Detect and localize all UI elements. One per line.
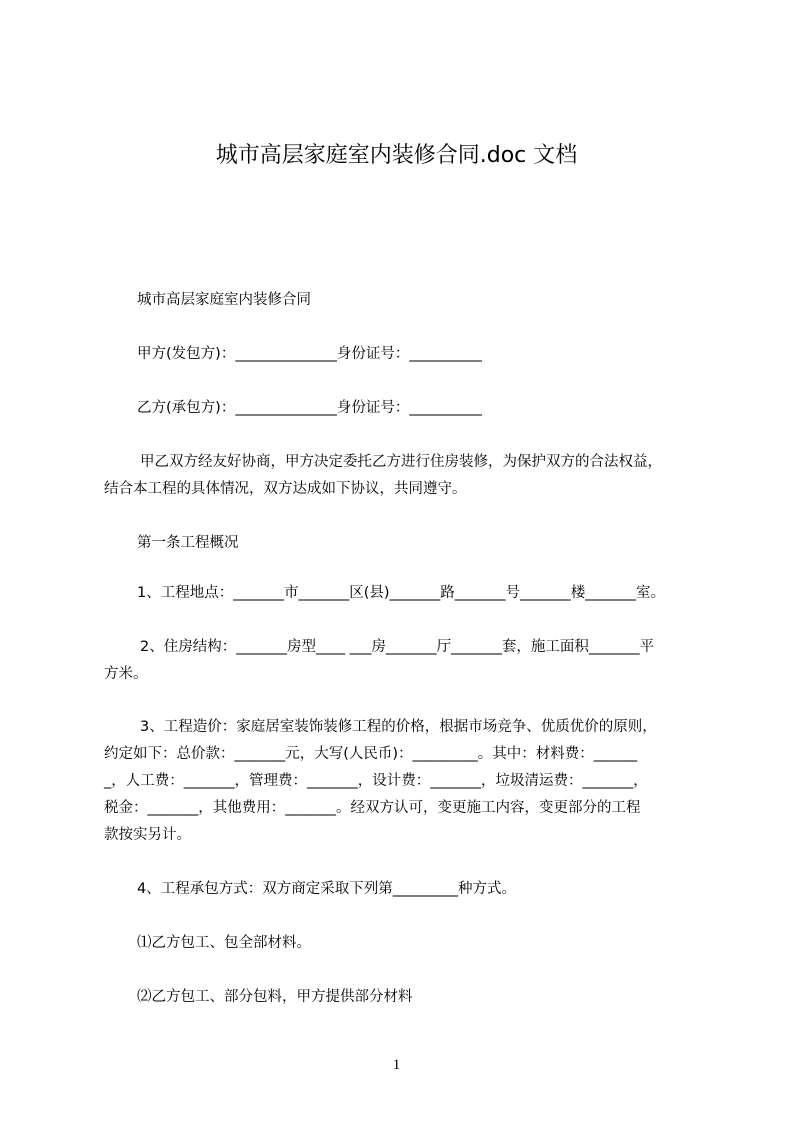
preamble-line-1: 甲乙双方经友好协商，甲方决定委托乙方进行住房装修，为保护双方的合法权益， (140, 454, 662, 470)
contract-heading: 城市高层家庭室内装修合同 (137, 292, 311, 308)
item-3-line-4: 税金：_______，其他费用：_______。经双方认可，变更施工内容，变更部分的工程 (104, 800, 641, 816)
party-a-line: 甲方(发包方)：______________身份证号：__________ (137, 346, 482, 362)
option-1: ⑴乙方包工、包全部材料。 (137, 935, 311, 951)
item-2-line-1: 2、住房结构：_______房型____ ___房_______厅_______套，施工面积_______平 (140, 639, 655, 655)
item-1-location: 1、工程地点：_______市_______区(县)_______路_______号_______楼_______室。 (137, 585, 666, 601)
article-1-heading: 第一条工程概况 (137, 535, 239, 551)
document-title: 城市高层家庭室内装修合同.doc 文档 (215, 143, 578, 168)
item-2-line-2: 方米。 (104, 666, 148, 682)
item-3-line-5: 款按实另计。 (104, 827, 191, 843)
page-number: 1 (392, 1057, 401, 1073)
item-3-line-3: _，人工费：_______，管理费：_______，设计费：_______，垃圾清运费：_______， (104, 773, 648, 789)
preamble-line-2: 结合本工程的具体情况，双方达成如下协议，共同遵守。 (104, 481, 467, 497)
party-b-line: 乙方(承包方)：______________身份证号：__________ (137, 400, 482, 416)
option-2: ⑵乙方包工、部分包料，甲方提供部分材料 (137, 989, 413, 1005)
item-3-line-1: 3、工程造价：家庭居室装饰装修工程的价格，根据市场竞争、优质优价的原则， (140, 719, 657, 735)
item-3-line-2: 约定如下：总价款：_______元，大写(人民币)：_________。其中：材料费：______ (104, 746, 638, 762)
item-4-method: 4、工程承包方式：双方商定采取下列第_________种方式。 (137, 881, 516, 897)
